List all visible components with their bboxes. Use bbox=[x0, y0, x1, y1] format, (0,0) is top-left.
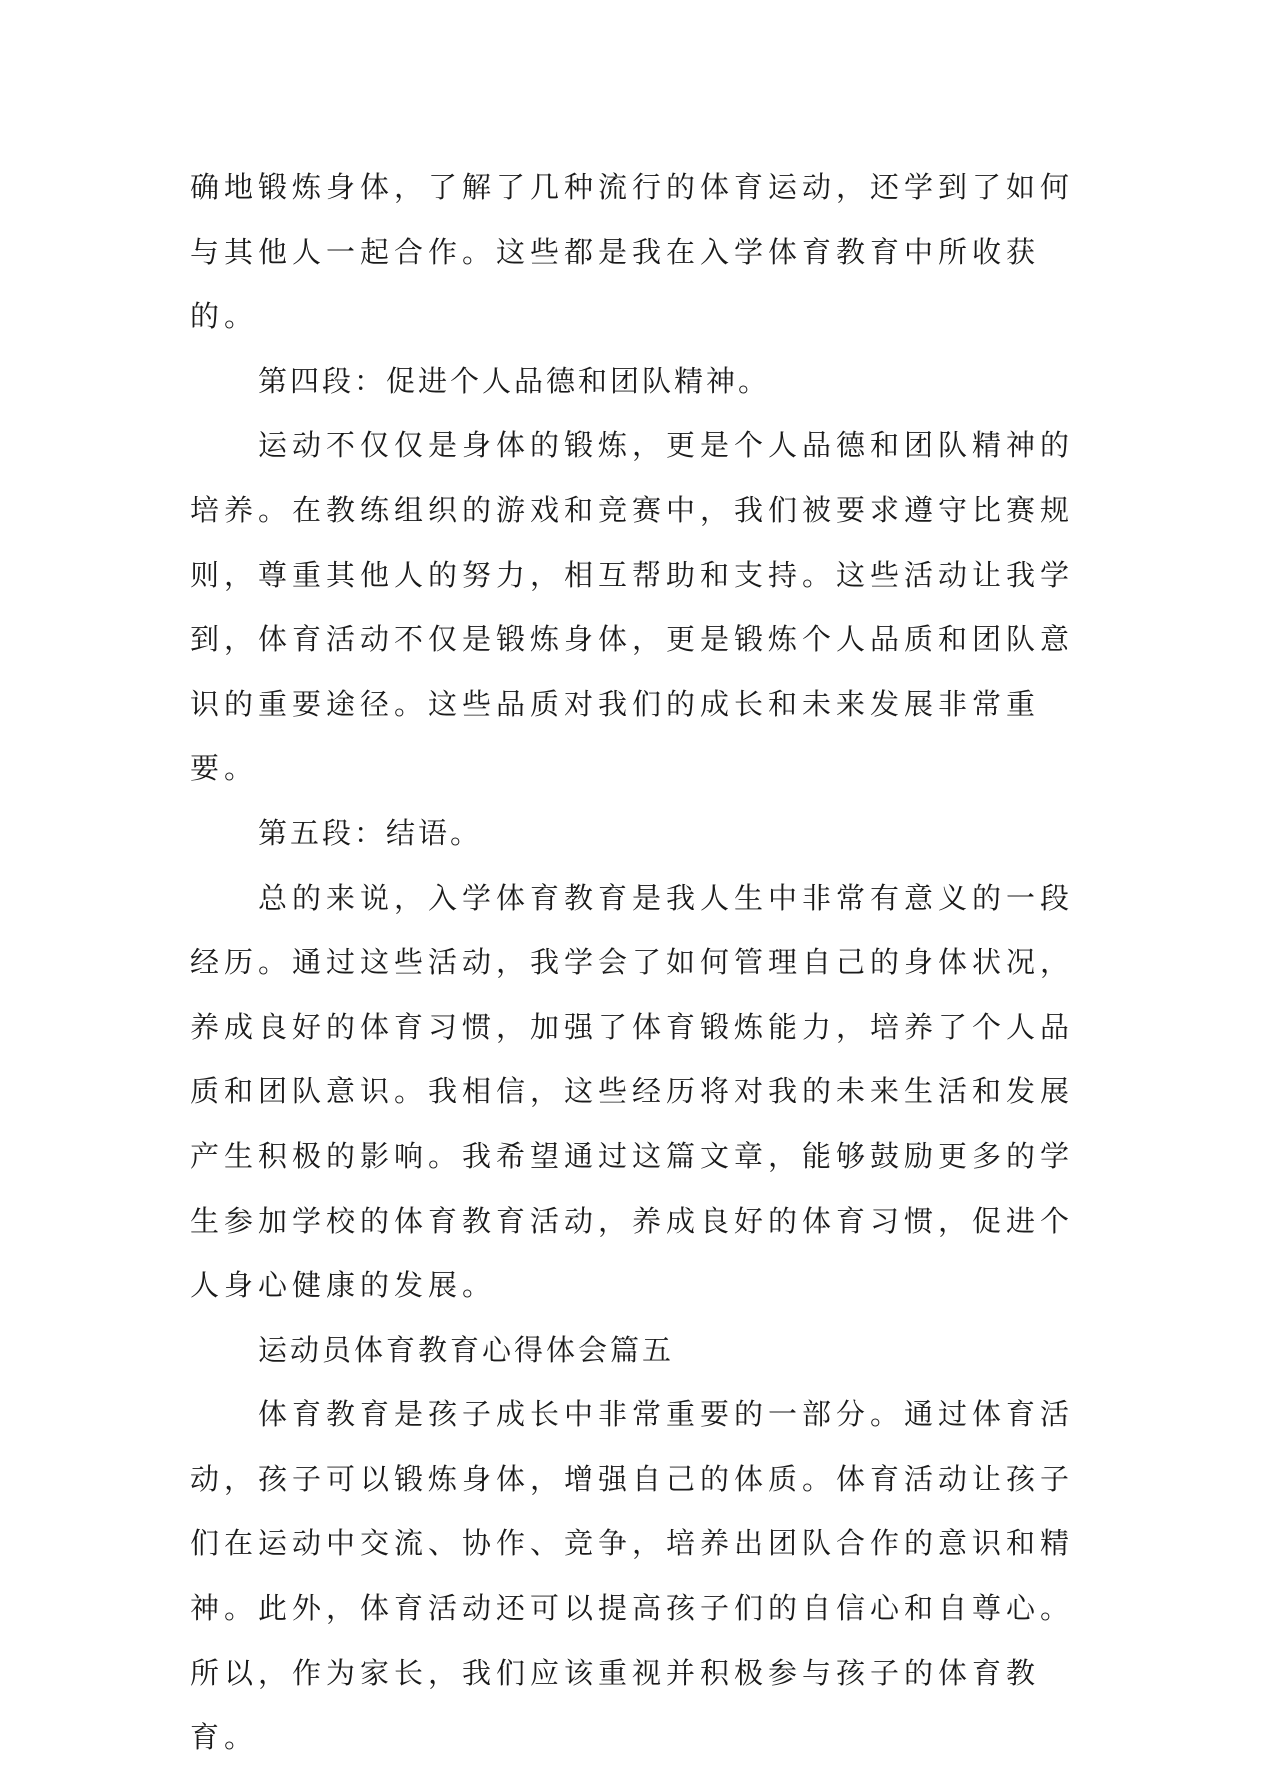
document-body bbox=[190, 155, 1085, 1770]
paragraph-character-teamwork: 运动不仅仅是身体的锻炼，更是个人品德和团队精神的培养。在教练组织的游戏和竞赛中，我们被要求遵守比赛规则，尊重其他人的努力，相互帮助和支持。这些活动让我学到，体育活动不仅是锻炼身体，更是锻炼个人品质和团队意识的重要途径。这些品质对我们的成长和未来发展非常重要。 bbox=[190, 428, 1075, 786]
section-heading-5: 第五段：结语。 bbox=[258, 815, 483, 850]
paragraph-conclusion: 总的来说，入学体育教育是我人生中非常有意义的一段经历。通过这些活动，我学会了如何管理自己的身体状况，养成良好的体育习惯，加强了体育锻炼能力，培养了个人品质和团队意识。我相信，这些经历将对我的未来生活和发展产生积极的影响。我希望通过这篇文章，能够鼓励更多的学生参加学校的体育教育活动，养成良好的体育习惯，促进个人身心健康的发展。 bbox=[190, 880, 1075, 1303]
paragraph-continuation: 确地锻炼身体，了解了几种流行的体育运动，还学到了如何与其他人一起合作。这些都是我在入学体育教育中所收获的。 bbox=[190, 170, 1075, 334]
paragraph-child-pe: 体育教育是孩子成长中非常重要的一部分。通过体育活动，孩子可以锻炼身体，增强自己的体质。体育活动让孩子们在运动中交流、协作、竞争，培养出团队合作的意识和精神。此外，体育活动还可以提高孩子们的自信心和自尊心。所以，作为家长，我们应该重视并积极参与孩子的体育教育。 bbox=[190, 1397, 1075, 1755]
article-title-part-5: 运动员体育教育心得体会篇五 bbox=[258, 1332, 675, 1367]
section-heading-4: 第四段：促进个人品德和团队精神。 bbox=[258, 363, 771, 398]
